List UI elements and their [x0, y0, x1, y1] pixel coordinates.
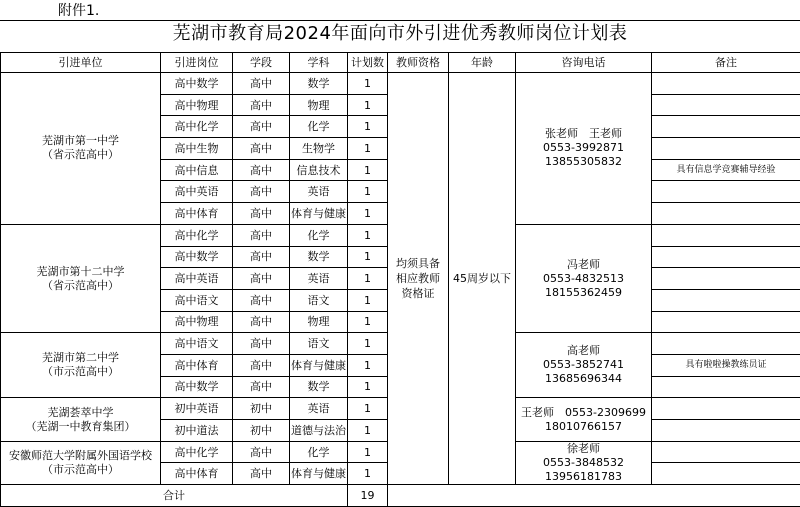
contact-mobile: 18010766157 [516, 420, 651, 434]
subject-cell: 化学 [290, 441, 348, 463]
position-cell: 高中物理 [161, 311, 233, 333]
plan-cell: 1 [348, 224, 388, 246]
contact-mobile: 13956181783 [516, 470, 651, 484]
stage-cell: 高中 [233, 73, 290, 95]
plan-cell: 1 [348, 398, 388, 420]
header-unit: 引进单位 [1, 53, 161, 73]
note-cell [652, 420, 800, 442]
plan-cell: 1 [348, 116, 388, 138]
contact-cell [516, 398, 652, 441]
position-cell: 初中英语 [161, 398, 233, 420]
plan-cell: 1 [348, 181, 388, 203]
note-cell [652, 138, 800, 160]
header-age: 年龄 [449, 53, 516, 73]
position-cell: 高中化学 [161, 116, 233, 138]
plan-cell: 1 [348, 289, 388, 311]
stage-cell: 高中 [233, 138, 290, 160]
note-cell [652, 398, 800, 420]
stage-cell: 高中 [233, 94, 290, 116]
subject-cell: 信息技术 [290, 159, 348, 181]
unit-type: （省示范高中） [1, 148, 160, 162]
subject-cell: 英语 [290, 398, 348, 420]
contact-cell [516, 73, 652, 225]
stage-cell: 高中 [233, 289, 290, 311]
note-cell [652, 73, 800, 95]
note-cell [652, 181, 800, 203]
position-cell: 高中物理 [161, 94, 233, 116]
stage-cell: 高中 [233, 181, 290, 203]
stage-cell: 高中 [233, 246, 290, 268]
note-cell [652, 116, 800, 138]
subject-cell: 物理 [290, 311, 348, 333]
table-row [1, 73, 800, 95]
unit-name: 芜湖市第十二中学 [1, 265, 160, 279]
unit-type: （市示范高中） [1, 463, 160, 477]
plan-cell: 1 [348, 354, 388, 376]
position-cell: 高中语文 [161, 333, 233, 355]
subject-cell: 英语 [290, 268, 348, 290]
age-cell: 45周岁以下 [449, 73, 516, 485]
recruitment-plan-table [0, 52, 800, 507]
contact-name: 高老师 [516, 344, 651, 358]
unit-type: （芜湖一中教育集团） [1, 420, 160, 434]
total-row [1, 485, 800, 507]
subject-cell: 数学 [290, 246, 348, 268]
qualification-line: 相应教师 [388, 271, 448, 286]
plan-cell: 1 [348, 138, 388, 160]
contact-phone: 0553-3852741 [516, 358, 651, 372]
position-cell: 高中化学 [161, 224, 233, 246]
table-header-row [1, 53, 800, 73]
stage-cell: 高中 [233, 203, 290, 225]
header-stage: 学段 [233, 53, 290, 73]
subject-cell: 体育与健康 [290, 203, 348, 225]
unit-type: （市示范高中） [1, 365, 160, 379]
unit-name: 芜湖荟萃中学 [1, 406, 160, 420]
position-cell: 高中英语 [161, 268, 233, 290]
unit-cell [1, 333, 161, 398]
header-subject: 学科 [290, 53, 348, 73]
total-value: 19 [348, 485, 388, 507]
subject-cell: 体育与健康 [290, 354, 348, 376]
plan-cell: 1 [348, 420, 388, 442]
note-cell [652, 289, 800, 311]
stage-cell: 高中 [233, 159, 290, 181]
plan-cell: 1 [348, 94, 388, 116]
contact-cell [516, 333, 652, 398]
plan-cell: 1 [348, 376, 388, 398]
contact-cell [516, 441, 652, 484]
stage-cell: 高中 [233, 354, 290, 376]
plan-cell: 1 [348, 441, 388, 463]
position-cell: 初中道法 [161, 420, 233, 442]
note-cell [652, 441, 800, 463]
position-cell: 高中数学 [161, 246, 233, 268]
plan-cell: 1 [348, 246, 388, 268]
unit-cell [1, 441, 161, 484]
position-cell: 高中信息 [161, 159, 233, 181]
position-cell: 高中体育 [161, 463, 233, 485]
note-cell [652, 203, 800, 225]
total-label: 合计 [1, 485, 348, 507]
qualification-cell [388, 73, 449, 485]
note-cell: 具有信息学竞赛辅导经验 [652, 159, 800, 181]
contact-phone: 0553-4832513 [516, 272, 651, 286]
note-cell [652, 376, 800, 398]
stage-cell: 高中 [233, 441, 290, 463]
contact-cell [516, 224, 652, 332]
plan-cell: 1 [348, 159, 388, 181]
stage-cell: 高中 [233, 224, 290, 246]
document-title: 芜湖市教育局2024年面向市外引进优秀教师岗位计划表 [0, 20, 800, 48]
contact-name: 徐老师 [516, 442, 651, 456]
unit-name: 安徽师范大学附属外国语学校 [1, 449, 160, 463]
qualification-line: 资格证 [388, 286, 448, 301]
subject-cell: 语文 [290, 333, 348, 355]
unit-type: （省示范高中） [1, 279, 160, 293]
contact-mobile: 18155362459 [516, 286, 651, 300]
contact-name-phone: 王老师 0553-2309699 [516, 406, 651, 420]
stage-cell: 高中 [233, 268, 290, 290]
contact-mobile: 13685696344 [516, 372, 651, 386]
header-phone: 咨询电话 [516, 53, 652, 73]
subject-cell: 道德与法治 [290, 420, 348, 442]
position-cell: 高中英语 [161, 181, 233, 203]
subject-cell: 化学 [290, 224, 348, 246]
note-cell [652, 463, 800, 485]
note-cell [652, 224, 800, 246]
subject-cell: 化学 [290, 116, 348, 138]
contact-phone: 0553-3992871 [516, 141, 651, 155]
stage-cell: 高中 [233, 376, 290, 398]
total-empty-cell [388, 485, 800, 507]
plan-cell: 1 [348, 268, 388, 290]
note-cell [652, 246, 800, 268]
position-cell: 高中体育 [161, 203, 233, 225]
note-cell [652, 333, 800, 355]
note-cell: 具有啦啦操教练员证 [652, 354, 800, 376]
position-cell: 高中体育 [161, 354, 233, 376]
qualification-line: 均须具备 [388, 256, 448, 271]
header-qualification: 教师资格 [388, 53, 449, 73]
subject-cell: 物理 [290, 94, 348, 116]
note-cell [652, 94, 800, 116]
position-cell: 高中化学 [161, 441, 233, 463]
stage-cell: 高中 [233, 311, 290, 333]
subject-cell: 体育与健康 [290, 463, 348, 485]
plan-cell: 1 [348, 333, 388, 355]
stage-cell: 高中 [233, 116, 290, 138]
contact-name: 冯老师 [516, 258, 651, 272]
subject-cell: 语文 [290, 289, 348, 311]
position-cell: 高中数学 [161, 376, 233, 398]
note-cell [652, 268, 800, 290]
subject-cell: 英语 [290, 181, 348, 203]
unit-name: 芜湖市第一中学 [1, 134, 160, 148]
stage-cell: 高中 [233, 333, 290, 355]
unit-name: 芜湖市第二中学 [1, 351, 160, 365]
plan-cell: 1 [348, 203, 388, 225]
plan-cell: 1 [348, 311, 388, 333]
unit-cell [1, 224, 161, 332]
plan-cell: 1 [348, 73, 388, 95]
subject-cell: 数学 [290, 73, 348, 95]
header-position: 引进岗位 [161, 53, 233, 73]
header-note: 备注 [652, 53, 800, 73]
unit-cell [1, 73, 161, 225]
contact-phone: 0553-3848532 [516, 456, 651, 470]
subject-cell: 数学 [290, 376, 348, 398]
stage-cell: 初中 [233, 398, 290, 420]
plan-cell: 1 [348, 463, 388, 485]
position-cell: 高中生物 [161, 138, 233, 160]
stage-cell: 高中 [233, 463, 290, 485]
contact-name: 张老师 王老师 [516, 127, 651, 141]
subject-cell: 生物学 [290, 138, 348, 160]
position-cell: 高中数学 [161, 73, 233, 95]
unit-cell [1, 398, 161, 441]
note-cell [652, 311, 800, 333]
contact-mobile: 13855305832 [516, 155, 651, 169]
position-cell: 高中语文 [161, 289, 233, 311]
header-plan: 计划数 [348, 53, 388, 73]
stage-cell: 初中 [233, 420, 290, 442]
attachment-label: 附件1. [58, 2, 99, 20]
